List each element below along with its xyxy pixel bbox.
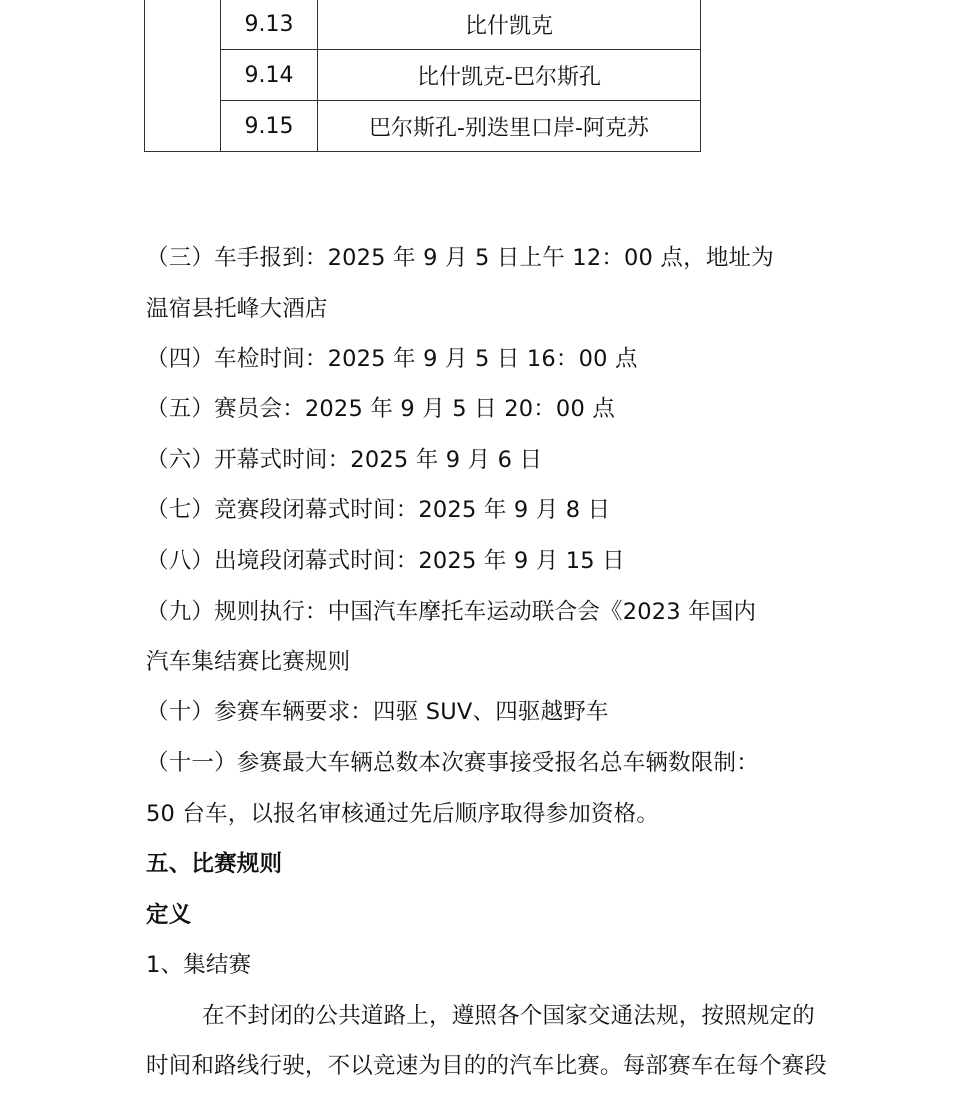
- item-3-line-2: 温宿县托峰大酒店: [146, 296, 328, 322]
- route-cell: 比什凯克: [318, 0, 701, 50]
- paragraph-line-2: 时间和路线行驶，不以竞速为目的的汽车比赛。每部赛车在每个赛段: [146, 1053, 828, 1079]
- item-9-line-1: （九）规则执行：中国汽车摩托车运动联合会《2023 年国内: [146, 599, 757, 625]
- term-rally: 1、集结赛: [146, 952, 252, 978]
- item-9-line-2: 汽车集结赛比赛规则: [146, 649, 351, 675]
- paragraph-line-1: 在不封闭的公共道路上，遵照各个国家交通法规，按照规定的: [202, 1003, 815, 1029]
- merged-cell: [145, 0, 221, 152]
- table-row: [145, 101, 701, 152]
- item-4: （四）车检时间：2025 年 9 月 5 日 16：00 点: [146, 346, 638, 372]
- table-row: [145, 50, 701, 101]
- item-10: （十）参赛车辆要求：四驱 SUV、四驱越野车: [146, 699, 609, 725]
- schedule-table: [144, 0, 701, 152]
- definition-heading: 定义: [146, 902, 192, 928]
- item-7: （七）竞赛段闭幕式时间：2025 年 9 月 8 日: [146, 497, 611, 523]
- item-11-line-2: 50 台车，以报名审核通过先后顺序取得参加资格。: [146, 801, 660, 827]
- item-3-line-1: （三）车手报到：2025 年 9 月 5 日上午 12：00 点，地址为: [146, 245, 774, 271]
- date-cell: 9.14: [221, 50, 318, 101]
- section-heading: 五、比赛规则: [146, 851, 283, 877]
- item-11-line-1: （十一）参赛最大车辆总数本次赛事接受报名总车辆数限制：: [146, 750, 759, 776]
- date-cell: 9.13: [221, 0, 318, 50]
- item-5: （五）赛员会：2025 年 9 月 5 日 20：00 点: [146, 396, 616, 422]
- table-row: [145, 0, 701, 50]
- route-cell: 巴尔斯孔-别迭里口岸-阿克苏: [318, 101, 701, 152]
- item-8: （八）出境段闭幕式时间：2025 年 9 月 15 日: [146, 548, 625, 574]
- date-cell: 9.15: [221, 101, 318, 152]
- route-cell: 比什凯克-巴尔斯孔: [318, 50, 701, 101]
- item-6: （六）开幕式时间：2025 年 9 月 6 日: [146, 447, 543, 473]
